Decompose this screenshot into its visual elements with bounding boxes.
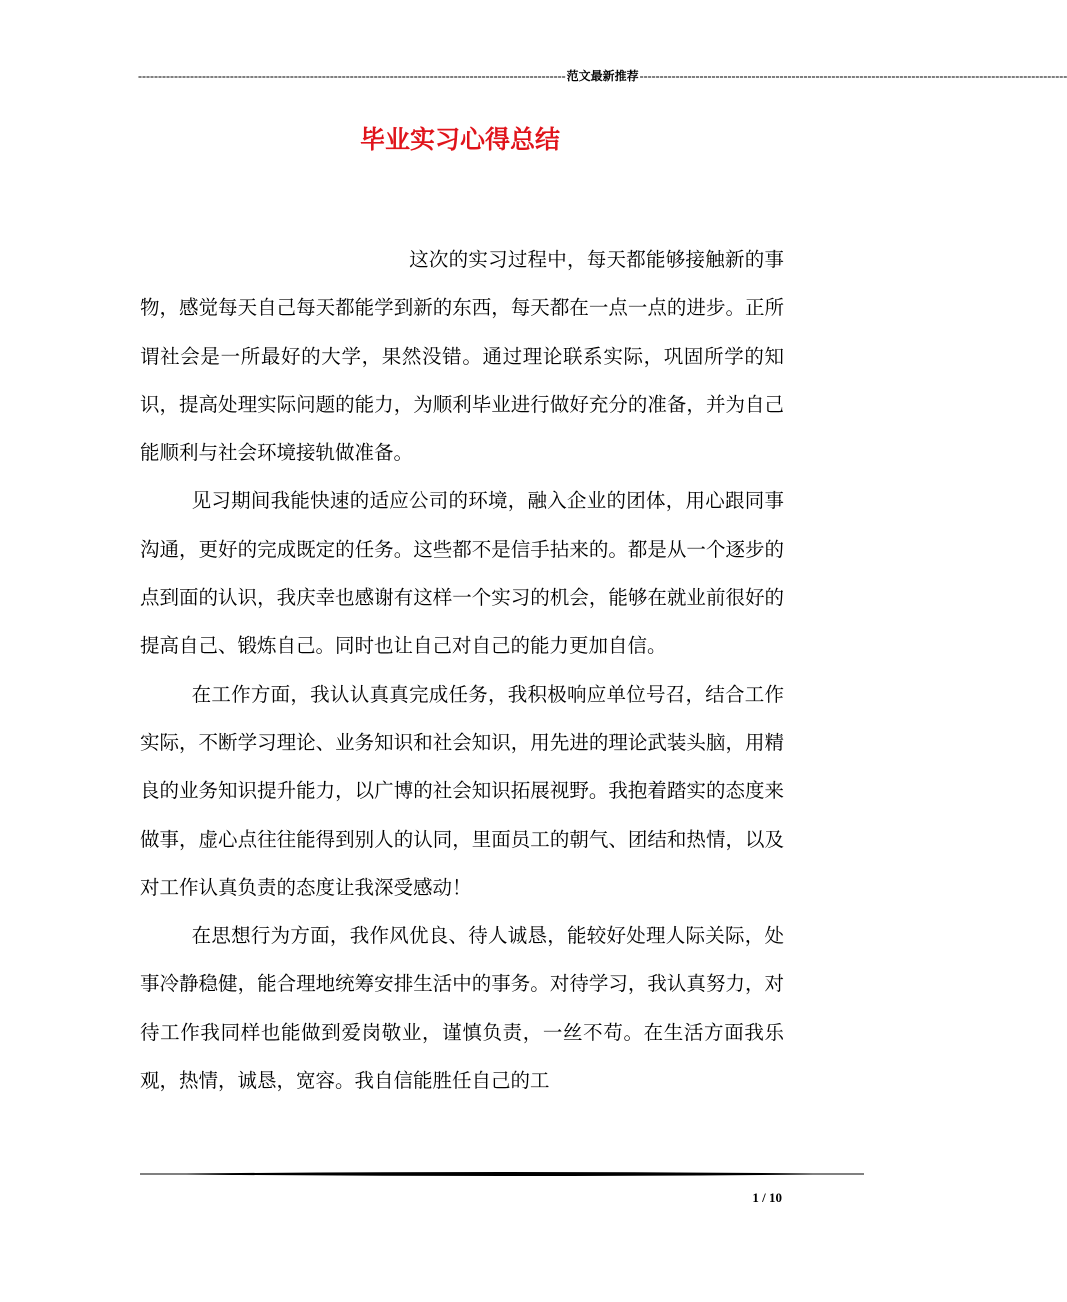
paragraph: 在思想行为方面，我作风优良、待人诚恳，能较好处理人际关际，处事冷静稳健，能合理地统筹安排生活中的事务。对待学习，我认真努力，对待工作我同样也能做到爱岗敬业，谨慎负责，一丝不苟。在生活方面我乐观，热情，诚恳，宽容。我自信能胜任自己的工 — [140, 924, 784, 1093]
footer-divider — [140, 1170, 864, 1178]
header-label: 范文最新推荐 — [566, 69, 639, 83]
document-body — [140, 236, 784, 1105]
document-title: 毕业实习心得总结 — [359, 125, 560, 154]
header-dashes-right: ----------------------------------------------------------------------------------------------------------- — [639, 69, 1067, 83]
page-number: 1 / 10 — [752, 1190, 782, 1205]
paragraph: 在工作方面，我认认真真完成任务，我积极响应单位号召，结合工作实际，不断学习理论、业务知识和社会知识，用先进的理论武装头脑，用精良的业务知识提升能力，以广博的社会知识拓展视野。我抱着踏实的态度来做事，虚心点往往能得到别人的认同，里面员工的朝气、团结和热情，以及对工作认真负责的态度让我深受感动！ — [140, 682, 784, 899]
paragraph: 见习期间我能快速的适应公司的环境，融入企业的团体，用心跟同事沟通，更好的完成既定的任务。这些都不是信手拈来的。都是从一个逐步的点到面的认识，我庆幸也感谢有这样一个实习的机会，能够在就业前很好的提高自己、锻炼自己。同时也让自己对自己的能力更加自信。 — [140, 489, 784, 658]
header-dashes-left: ----------------------------------------------------------------------------------------------------------- — [138, 69, 566, 83]
page-header — [138, 68, 1067, 84]
paragraph: 这次的实习过程中，每天都能够接触新的事物，感觉每天自己每天都能学到新的东西，每天都在一点一点的进步。正所谓社会是一所最好的大学，果然没错。通过理论联系实际，巩固所学的知识，提高处理实际问题的能力，为顺利毕业进行做好充分的准备，并为自己能顺利与社会环境接轨做准备。 — [140, 248, 784, 465]
